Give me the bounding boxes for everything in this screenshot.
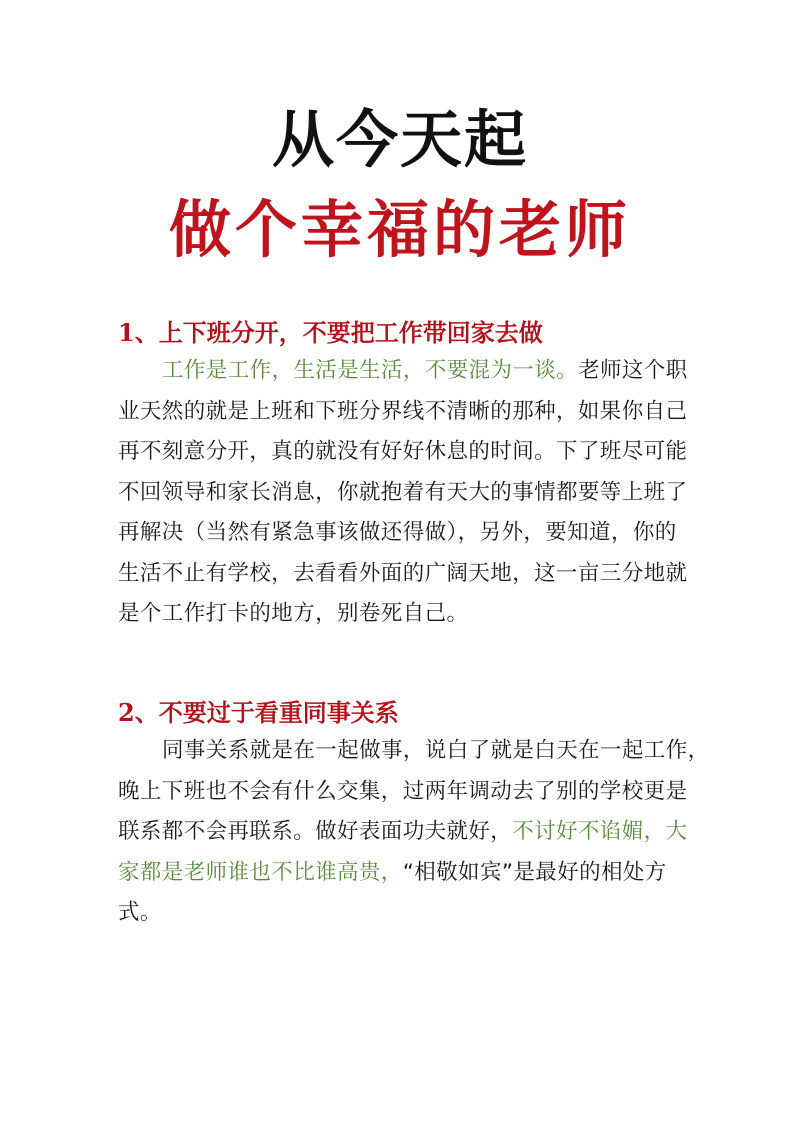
body-text: 联系都不会再联系。做好表面功夫就好， [118,819,513,844]
section-heading: 1、上下班分开，不要把工作带回家去做 [118,318,543,347]
highlight-text: 工作是工作，生活是生活，不要混为一谈。 [162,358,579,383]
body-line: 再解决（当然有紧急事该做还得做），另外，要知道，你的 [118,520,677,545]
body-text: 老师这个职 [578,358,688,383]
body-line: 业天然的就是上班和下班分界线不清晰的那种，如果你自己 [118,398,688,424]
body-line: 式。 [118,900,162,925]
section-body [118,351,692,635]
body-line [118,812,692,853]
title-line-1: 从今天起 [271,103,528,176]
body-line: 再不刻意分开，真的就没有好好休息的时间。下了班尽可能 [118,439,688,464]
body-line [118,853,692,894]
body-line [118,351,692,392]
body-line: 是个工作打卡的地方，别卷死自己。 [118,601,469,626]
section-2 [118,695,710,934]
section-heading: 2、不要过于看重同事关系 [118,698,399,727]
body-line: 同事关系就是在一起做事，说白了就是白天在一起工作， [162,738,710,763]
highlight-text: 不讨好不谄媚，大 [512,819,688,844]
body-line: 不回领导和家长消息，你就抱着有天大的事情都要等上班了 [118,479,688,505]
body-line: 生活不止有学校，去看看外面的广阔天地，这一亩三分地就 [118,560,688,586]
body-line: 晚上下班也不会有什么交集，过两年调动去了别的学校更是 [118,778,688,804]
body-text: “相敬如宾”是最好的相处方 [402,859,667,885]
title-line-2: 做个幸福的老师 [168,193,631,266]
highlight-text: 家都是老师谁也不比谁高贵， [118,859,403,885]
section-body [118,731,710,934]
section-1 [118,315,692,635]
